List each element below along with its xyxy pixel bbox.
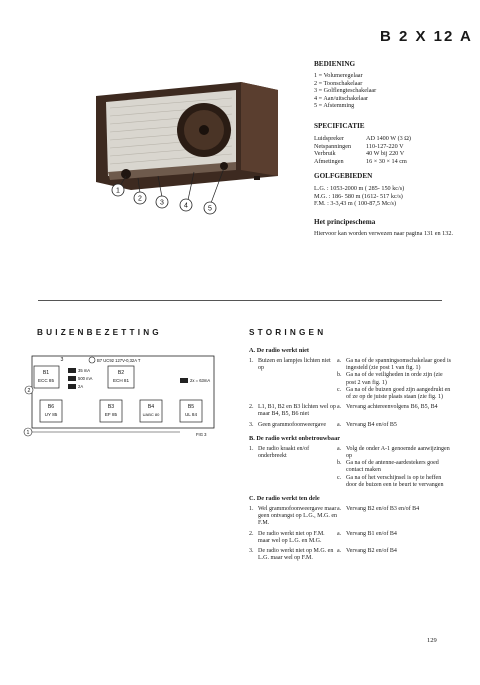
fault-problem: De radio werkt niet op M.G. en L.G. maar wel op F.M. (258, 548, 334, 562)
golfgebieden-title: GOLFGEBIEDEN (314, 172, 373, 180)
fault-row: 3. De radio werkt niet op M.G. en L.G. maar wel op F.M. a. Vervang B2 en/of B4 (249, 548, 454, 562)
callout-3-label: 3 (160, 199, 164, 207)
fault-row: 1. Buizen en lampjes lichten niet op a. Ga na of de spanningsomschakelaar goed is ingesteld (zie post 1 van fig. 1) b. Ga na of de veiligheden in orde zijn (zie post 2 van fig. 1) c. Ga na of de buizen goed zijn aangedrukt en of ze op de juiste plaats staan (zie fig. 1) (249, 358, 451, 401)
fault-row: 2. L1, B1, B2 en B3 lichten wel op maar B4, B5, B6 niet a. Vervang achtereenvolgens B6, B5, B4 (249, 404, 454, 418)
tube-layout-diagram (20, 352, 220, 442)
page-number: 129 (427, 637, 437, 644)
fault-problem: Buizen en lampjes lichten niet op (258, 358, 331, 372)
specificatie-section (314, 122, 464, 165)
bediening-item: 1 = Volumeregelaar (314, 72, 363, 79)
fault-problem: Wel grammofoonweergave maar geen ontvangst op L.G., M.G. en F.M. (258, 506, 337, 527)
fault-checks: a. Vervang B2 en/of B4 (337, 548, 397, 555)
section-heading: C. De radio werkt ten dele (249, 495, 320, 503)
buizenbezetting-title: BUIZENBEZETTING (37, 328, 162, 337)
fault-problem: L1, B1, B2 en B3 lichten wel op maar B4, B5, B6 niet (258, 404, 336, 418)
bediening-item: 5 = Afstemming (314, 102, 355, 110)
principeschema-text: Hiervoor kan worden verwezen naar pagina 131 en 132. (314, 230, 453, 237)
callout-1-label: 1 (116, 187, 120, 195)
golfgebied-row: F.M. : 3-3,43 m ( 100-87,5 Mc/s) (314, 200, 397, 208)
fault-checks: a. Ga na of de spanningsomschakelaar goed is ingesteld (zie post 1 van fig. 1) b. Ga na of de veiligheden in orde zijn (zie post 2 van fig. 1) c. Ga na of de buizen goed zijn aangedrukt en of ze op de juiste plaats staan (zie fig. 1) (337, 358, 451, 401)
tube-b5-label: B5 (187, 404, 195, 410)
tube-b4-label: B4 (147, 404, 155, 410)
diagram-callout-1: 1 (26, 430, 30, 436)
fault-problem: De radio werkt niet op F.M. maar wel op L.G. en M.G. (258, 530, 325, 544)
spec-row (314, 135, 464, 143)
fault-problem: Geen grammofoonweergave (258, 421, 327, 428)
fuse-label: 2x = 63mA (190, 378, 211, 383)
fuse-label: 500 mA (78, 376, 93, 381)
model-title: B 2 X 12 A (380, 28, 473, 45)
spec-row (314, 150, 464, 158)
tube-b2-label: B2 (117, 370, 125, 376)
tube-b1-type: ECC 85 (37, 378, 55, 383)
golfgebied-row: M.G. : 186- 580 m (1612- 517 kc/s) (314, 192, 403, 200)
specificatie-title: SPECIFICATIE (314, 122, 365, 130)
spec-key: Luidspreker (314, 135, 344, 142)
tube-b6-type: UY 85 (44, 412, 58, 417)
golfgebieden-section (314, 172, 464, 208)
fault-checks: a. Vervang B2 en/of B3 en/of B4 (337, 506, 420, 513)
tube-b5-type: UL 84 (184, 412, 198, 417)
figure-label: FIG 3 (196, 432, 207, 437)
bediening-section (314, 60, 454, 110)
fuse-label: 2A (78, 384, 84, 389)
tube-b2-type: ECH 81 (112, 378, 130, 383)
tube-b3-type: EF 85 (104, 412, 118, 417)
tube-b6-label: B6 (47, 404, 55, 410)
radio-illustration (86, 72, 286, 222)
spec-value: 40 W bij 220 V (366, 150, 405, 158)
tube-b4-type: UABC 80 (142, 412, 160, 417)
fault-checks: a. Vervang achtereenvolgens B6, B5, B4 (337, 404, 438, 411)
fault-row: 2. De radio werkt niet op F.M. maar wel op L.G. en M.G. a. Vervang B1 en/of B4 (249, 531, 454, 545)
spec-row (314, 143, 464, 151)
tube-b3-label: B3 (107, 404, 115, 410)
spec-value: 110-127-220 V (366, 142, 404, 150)
section-heading: A. De radio werkt niet (249, 347, 309, 354)
fault-problem: De radio kraakt en/of onderbreekt (258, 445, 310, 460)
fuse-label: 35 mA (78, 368, 91, 373)
section-heading: B. De radio werkt onbetrouwbaar (249, 434, 341, 442)
diagram-callout-3: 3 (60, 357, 64, 363)
spec-key: Verbruik (314, 150, 336, 158)
spec-value: AD 1400 W (3 Ω) (366, 135, 411, 142)
fault-checks: a. Volg de onder A-1 genoemde aanwijzingen op b. Ga na of de antenne-aardestekers goed contact maken c. Ga na of het verschijnsel is op te heffen door de buizen een te beurt te vervangen (337, 445, 450, 488)
principeschema-section (314, 218, 454, 238)
section-divider (38, 300, 442, 301)
tube-b1-label: B1 (42, 370, 50, 376)
diagram-callout-2: 2 (27, 388, 31, 394)
bediening-item: 3 = Golflengteschakelaar (314, 87, 377, 95)
callout-2-label: 2 (138, 195, 142, 203)
callout-4-label: 4 (184, 202, 188, 210)
golfgebied-row: L.G. : 1053-2000 m ( 285- 150 kc/s) (314, 185, 405, 192)
spec-key: Netspanningen (314, 142, 352, 150)
bediening-item: 4 = Aan/uitschakelaar (314, 94, 369, 102)
bediening-title: BEDIENING (314, 60, 356, 68)
fault-row: 1. Wel grammofoonweergave maar geen ontvangst op L.G., M.G. en F.M. a. Vervang B2 en/of B3 en/of B4 (249, 506, 454, 528)
spec-key: Afmetingen (314, 157, 344, 165)
storingen-title: STORINGEN (249, 328, 327, 337)
bediening-list (314, 72, 454, 110)
principeschema-title: Het principeschema (314, 218, 376, 226)
spec-value: 16 × 30 × 14 cm (366, 157, 407, 165)
fault-checks: a. Vervang B4 en/of B5 (337, 421, 397, 428)
storingen-table (249, 347, 454, 565)
spec-row (314, 158, 464, 166)
fault-checks: a. Vervang B1 en/of B4 (337, 530, 397, 537)
callout-5-label: 5 (208, 205, 212, 213)
fault-row: 1. De radio kraakt en/of onderbreekt a. Volg de onder A-1 genoemde aanwijzingen op b. Ga na of de antenne-aardestekers goed contact maken c. Ga na of het verschijnsel is op te heffen door de buizen een te beurt te vervangen (249, 445, 450, 488)
bediening-item: 2 = Toonschakelaar (314, 79, 363, 87)
pilot-lamp-label: B7 UC92 127V-0,32A T (97, 358, 141, 363)
fault-row: 3. Geen grammofoonweergave a. Vervang B4 en/of B5 (249, 422, 454, 429)
